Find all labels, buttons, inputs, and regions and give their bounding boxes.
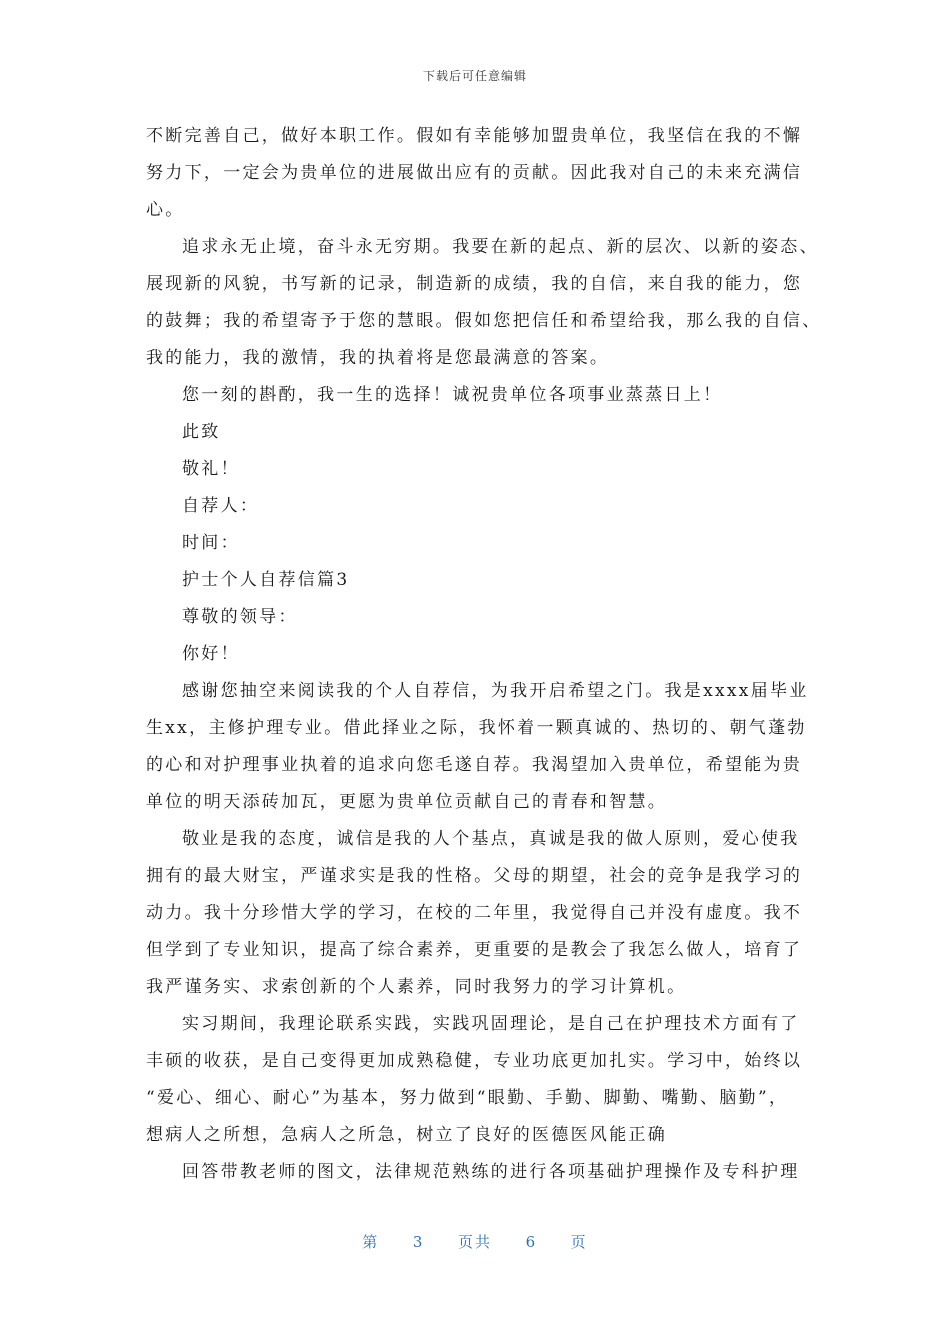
footer-current-page: 3: [412, 1233, 425, 1251]
text-line: 追求永无止境，奋斗永无穷期。我要在新的起点、新的层次、以新的姿态、: [182, 237, 819, 257]
text-line: 想病人之所想，急病人之所急，树立了良好的医德医风能正确: [146, 1125, 668, 1145]
text-line: 丰硕的收获，是自己变得更加成熟稳健，专业功底更加扎实。学习中，始终以: [146, 1051, 803, 1071]
page-footer: [0, 1231, 950, 1252]
text-line: 的鼓舞；我的希望寄予于您的慧眼。假如您把信任和希望给我，那么我的自信、: [146, 311, 822, 331]
text-line: 我严谨务实、求索创新的个人素养，同时我努力的学习计算机。: [146, 977, 687, 997]
text-line: 你好！: [182, 644, 240, 664]
document-body: [146, 118, 822, 1191]
text-line: 时间：: [182, 533, 240, 553]
text-line: 此致: [182, 422, 221, 442]
text-line: 尊敬的领导：: [182, 607, 298, 627]
text-line: 护士个人自荐信篇3: [182, 570, 350, 590]
text-line: 努力下，一定会为贵单位的进展做出应有的贡献。因此我对自己的未来充满信: [146, 163, 803, 183]
text-line: 回答带教老师的图文，法律规范熟练的进行各项基础护理操作及专科护理: [182, 1162, 800, 1182]
text-line: 实习期间，我理论联系实践，实践巩固理论，是自己在护理技术方面有了: [182, 1014, 800, 1034]
text-line: 生xx，主修护理专业。借此择业之际，我怀着一颗真诚的、热切的、朝气蓬勃: [146, 718, 807, 738]
text-line: “爱心、细心、耐心”为基本，努力做到“眼勤、手勤、脚勤、嘴勤、脑勤”，: [146, 1088, 789, 1108]
text-line: 拥有的最大财宝，严谨求实是我的性格。父母的期望，社会的竞争是我学习的: [146, 866, 803, 886]
text-line: 我的能力，我的激情，我的执着将是您最满意的答案。: [146, 348, 610, 368]
footer-prefix: 第: [362, 1233, 380, 1251]
footer-suffix: 页: [570, 1233, 588, 1251]
text-line: 感谢您抽空来阅读我的个人自荐信，为我开启希望之门。我是xxxx届毕业: [182, 681, 809, 701]
text-line: 敬业是我的态度，诚信是我的人个基点，真诚是我的做人原则，爱心使我: [182, 829, 800, 849]
text-line: 但学到了专业知识，提高了综合素养，更重要的是教会了我怎么做人，培育了: [146, 940, 803, 960]
text-line: 展现新的风貌，书写新的记录，制造新的成绩，我的自信，来自我的能力，您: [146, 274, 803, 294]
text-line: 敬礼！: [182, 459, 240, 479]
footer-total-pages: 6: [525, 1233, 538, 1251]
page-header: 下载后可任意编辑: [422, 69, 527, 83]
text-line: 您一刻的斟酌，我一生的选择！诚祝贵单位各项事业蒸蒸日上！: [182, 385, 723, 405]
text-line: 动力。我十分珍惜大学的学习，在校的二年里，我觉得自己并没有虚度。我不: [146, 903, 803, 923]
text-line: 心。: [146, 200, 185, 220]
text-line: 的心和对护理事业执着的追求向您毛遂自荐。我渴望加入贵单位，希望能为贵: [146, 755, 803, 775]
text-line: 单位的明天添砖加瓦，更愿为贵单位贡献自己的青春和智慧。: [146, 792, 668, 812]
footer-middle: 页共: [457, 1233, 492, 1251]
text-line: 自荐人：: [182, 496, 260, 516]
text-line: 不断完善自己，做好本职工作。假如有幸能够加盟贵单位，我坚信在我的不懈: [146, 126, 803, 146]
